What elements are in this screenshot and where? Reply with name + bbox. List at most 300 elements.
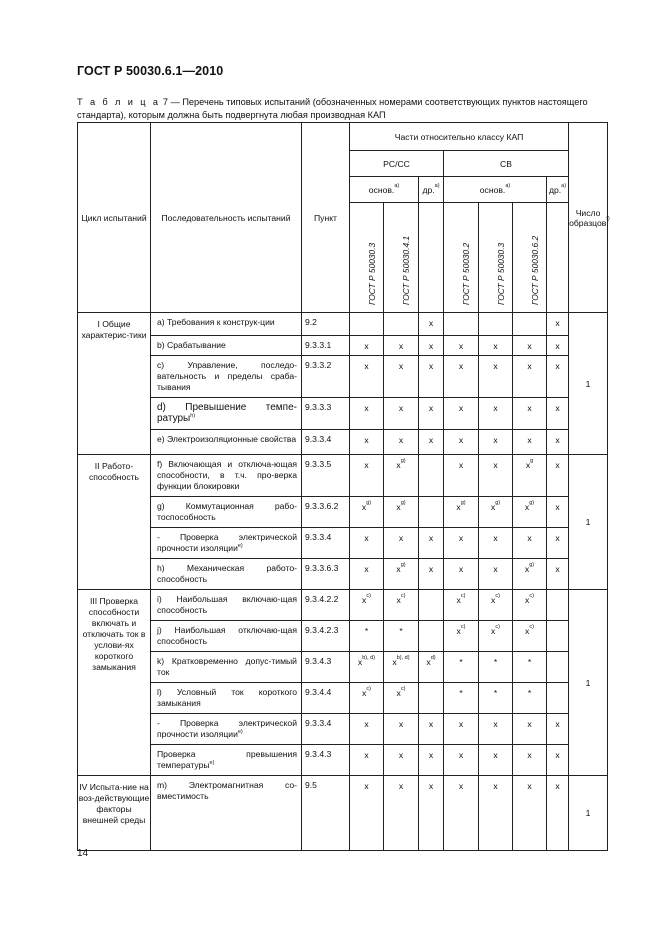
sequence-note: е) xyxy=(237,729,243,735)
mark-note: g) xyxy=(366,500,372,506)
sequence-cell xyxy=(151,455,302,497)
mark-cell xyxy=(444,683,479,714)
sequence-cell xyxy=(151,745,302,776)
point-cell: 9.3.4.3 xyxy=(302,745,350,776)
mark: x xyxy=(398,361,404,371)
mark: x xyxy=(525,626,530,636)
mark: * xyxy=(364,626,369,636)
mark: x xyxy=(364,533,369,543)
mark: x xyxy=(428,341,434,351)
mark-cell xyxy=(479,714,513,745)
mark: * xyxy=(493,657,498,667)
header-sequence: Последовательность испытаний xyxy=(151,123,302,313)
mark-cell xyxy=(384,714,419,745)
mark: x xyxy=(527,781,532,791)
table-row xyxy=(78,745,608,776)
sequence-text: l) Условный ток короткого замыкания xyxy=(157,687,297,708)
mark-note: g) xyxy=(529,562,535,568)
mark-cell xyxy=(547,714,569,745)
mark: x xyxy=(364,403,369,413)
mark: x xyxy=(426,657,431,667)
mark: * xyxy=(459,657,463,667)
mark-cell xyxy=(479,336,513,356)
mark: x xyxy=(428,719,434,729)
mark: x xyxy=(428,361,434,371)
mark-cell xyxy=(419,313,444,336)
mark-cell xyxy=(350,455,384,497)
point-cell: 9.3.4.2.3 xyxy=(302,621,350,652)
sample-count-cell: 1 xyxy=(569,776,608,851)
table-row xyxy=(78,313,608,336)
mark-cell xyxy=(547,745,569,776)
mark-cell xyxy=(547,398,569,430)
mark: x xyxy=(527,403,532,413)
mark-cell xyxy=(384,497,419,528)
mark: x xyxy=(398,719,404,729)
point-cell: 9.3.3.4 xyxy=(302,430,350,455)
mark-cell xyxy=(419,621,444,652)
mark: x xyxy=(525,595,530,605)
mark-note: c) xyxy=(495,593,500,599)
mark: x xyxy=(527,750,532,760)
mark-cell xyxy=(350,621,384,652)
mark-cell xyxy=(444,652,479,683)
mark-cell xyxy=(513,398,547,430)
mark: x xyxy=(428,781,434,791)
mark-cell xyxy=(384,430,419,455)
std-col-6 xyxy=(513,203,547,313)
mark: x xyxy=(527,435,532,445)
mark: x xyxy=(458,533,464,543)
mark-cell xyxy=(384,559,419,590)
mark: x xyxy=(396,460,401,470)
mark: x xyxy=(396,564,401,574)
mark-cell xyxy=(547,559,569,590)
mark-cell xyxy=(444,336,479,356)
sequence-cell xyxy=(151,398,302,430)
table-row xyxy=(78,455,608,497)
mark-cell xyxy=(547,356,569,398)
mark-note: g) xyxy=(400,458,406,464)
mark-note: c) xyxy=(400,593,406,599)
mark-cell xyxy=(384,398,419,430)
mark: x xyxy=(555,435,560,445)
mark-cell xyxy=(419,776,444,851)
mark-cell xyxy=(547,683,569,714)
mark-cell xyxy=(479,455,513,497)
point-cell: 9.3.3.6.3 xyxy=(302,559,350,590)
mark-cell xyxy=(547,313,569,336)
sequence-text: m) Электромагнитная со-вместимость xyxy=(157,780,297,801)
mark-cell xyxy=(479,683,513,714)
std-col-2-label: ГОСТ Р 50030.4.1 xyxy=(401,235,411,305)
mark: * xyxy=(527,688,532,698)
mark-note: g) xyxy=(529,500,535,506)
sequence-cell xyxy=(151,497,302,528)
mark: x xyxy=(398,533,404,543)
mark-cell xyxy=(419,497,444,528)
mark-cell xyxy=(513,313,547,336)
mark-cell xyxy=(444,559,479,590)
mark: x xyxy=(458,435,464,445)
mark-cell xyxy=(350,652,384,683)
mark-cell xyxy=(419,590,444,621)
mark-cell xyxy=(444,714,479,745)
mark-cell xyxy=(350,714,384,745)
std-col-5 xyxy=(479,203,513,313)
mark-cell xyxy=(444,745,479,776)
mark-note: c) xyxy=(495,624,500,630)
mark-cell xyxy=(513,683,547,714)
sequence-text: е) Электроизоляционные свойства xyxy=(157,434,297,444)
mark: x xyxy=(357,657,363,667)
mark-cell xyxy=(384,652,419,683)
table-row xyxy=(78,714,608,745)
mark: x xyxy=(364,341,369,351)
mark: x xyxy=(398,750,404,760)
document-title: ГОСТ Р 50030.6.1—2010 xyxy=(77,64,224,78)
mark-cell xyxy=(444,430,479,455)
sequence-cell xyxy=(151,652,302,683)
cycle-cell: IV Испыта-ние на воз-действующие факторы внешней среды xyxy=(78,776,151,851)
mark-cell xyxy=(479,776,513,851)
mark: x xyxy=(458,341,464,351)
mark: x xyxy=(458,460,464,470)
mark-cell xyxy=(350,336,384,356)
mark: x xyxy=(364,781,369,791)
mark-cell xyxy=(419,398,444,430)
sequence-text: k) Кратковременно допус-тимый ток xyxy=(157,656,297,677)
cycle-cell: III Проверка способности включать и отключать ток в услови-ях короткого замыкания xyxy=(78,590,151,776)
mark: x xyxy=(527,341,532,351)
mark: x xyxy=(493,361,498,371)
mark-note: g) xyxy=(400,500,406,506)
header-point: Пункт xyxy=(302,123,350,313)
point-cell: 9.3.3.4 xyxy=(302,714,350,745)
point-cell: 9.3.3.3 xyxy=(302,398,350,430)
mark: x xyxy=(527,361,532,371)
std-col-2 xyxy=(384,203,419,313)
mark: x xyxy=(456,502,461,512)
mark: x xyxy=(524,502,530,512)
sequence-cell xyxy=(151,590,302,621)
mark-cell xyxy=(513,455,547,497)
mark-cell xyxy=(444,528,479,559)
mark-cell xyxy=(350,776,384,851)
mark: x xyxy=(493,460,498,470)
mark: x xyxy=(493,341,498,351)
mark: x xyxy=(555,502,560,512)
header-osnov-1-sup: а) xyxy=(394,182,400,189)
mark-cell xyxy=(350,528,384,559)
mark-cell xyxy=(547,652,569,683)
point-cell: 9.3.3.4 xyxy=(302,528,350,559)
mark-cell xyxy=(513,776,547,851)
caption-prefix: Т а б л и ц а xyxy=(77,97,161,107)
mark-cell xyxy=(350,356,384,398)
mark: x xyxy=(428,435,434,445)
sample-count-cell: 1 xyxy=(569,313,608,455)
table-row xyxy=(78,652,608,683)
mark: x xyxy=(525,460,531,470)
mark-cell xyxy=(547,455,569,497)
mark: x xyxy=(490,502,496,512)
mark: x xyxy=(524,564,530,574)
mark-cell xyxy=(547,336,569,356)
header-count xyxy=(569,123,608,313)
sequence-text: i) Наибольшая включаю-щая способность xyxy=(157,594,297,615)
mark: x xyxy=(398,403,404,413)
table-row xyxy=(78,356,608,398)
mark-cell xyxy=(547,590,569,621)
mark: x xyxy=(493,564,498,574)
mark-cell xyxy=(547,776,569,851)
mark: x xyxy=(456,626,461,636)
mark-cell xyxy=(547,528,569,559)
mark: x xyxy=(555,750,560,760)
mark: x xyxy=(392,657,397,667)
mark-note: c) xyxy=(460,624,466,630)
mark-cell xyxy=(350,430,384,455)
mark-cell xyxy=(384,528,419,559)
table-row xyxy=(78,559,608,590)
mark-cell xyxy=(419,745,444,776)
mark-cell xyxy=(513,590,547,621)
mark-cell xyxy=(350,497,384,528)
sequence-note: е) xyxy=(209,760,215,766)
mark: x xyxy=(555,460,560,470)
mark-cell xyxy=(419,528,444,559)
mark-cell xyxy=(479,398,513,430)
sequence-cell xyxy=(151,714,302,745)
point-cell: 9.5 xyxy=(302,776,350,851)
point-cell: 9.3.3.5 xyxy=(302,455,350,497)
page-number: 14 xyxy=(77,848,89,859)
mark-cell xyxy=(384,455,419,497)
mark: x xyxy=(527,719,532,729)
mark-cell xyxy=(419,652,444,683)
mark-cell xyxy=(419,336,444,356)
mark-note: g) xyxy=(460,500,466,506)
header-dr-2-sup: а) xyxy=(561,182,567,189)
table-row xyxy=(78,497,608,528)
mark: x xyxy=(456,595,461,605)
mark-cell xyxy=(419,356,444,398)
std-col-5-label: ГОСТ Р 50030.3 xyxy=(495,242,506,305)
mark: x xyxy=(491,626,496,636)
mark: x xyxy=(396,502,401,512)
mark: x xyxy=(364,564,369,574)
mark-cell xyxy=(384,336,419,356)
sequence-note: h) xyxy=(190,413,196,419)
table-row xyxy=(78,776,608,851)
mark: x xyxy=(555,564,560,574)
mark-cell xyxy=(479,430,513,455)
mark-cell xyxy=(513,559,547,590)
mark: * xyxy=(459,688,463,698)
mark: x xyxy=(555,781,560,791)
mark: x xyxy=(364,361,369,371)
mark-cell xyxy=(479,559,513,590)
mark: x xyxy=(493,781,498,791)
header-pc-cc: PC/CC xyxy=(350,151,444,177)
sequence-cell xyxy=(151,559,302,590)
table-row xyxy=(78,398,608,430)
mark-cell xyxy=(419,714,444,745)
point-cell: 9.3.4.3 xyxy=(302,652,350,683)
mark-cell xyxy=(479,497,513,528)
sequence-text: f) Включающая и отключа-ющая способности, в т.ч. про-верка функции блокировки xyxy=(157,459,297,491)
mark-cell xyxy=(419,683,444,714)
mark-cell xyxy=(513,714,547,745)
cycle-cell: II Работо-способность xyxy=(78,455,151,590)
sequence-cell xyxy=(151,356,302,398)
mark-note: c) xyxy=(400,686,406,692)
header-dr-2 xyxy=(547,177,569,203)
mark-cell xyxy=(350,559,384,590)
sequence-text: Проверка превышения температуры xyxy=(157,749,297,770)
mark: * xyxy=(493,688,498,698)
sequence-text: с) Управление, последо-вательность и пределы сраба-тывания xyxy=(157,360,297,392)
sequence-cell xyxy=(151,683,302,714)
sequence-cell xyxy=(151,336,302,356)
mark: x xyxy=(364,750,369,760)
mark: x xyxy=(428,533,434,543)
mark-cell xyxy=(513,430,547,455)
mark-cell xyxy=(384,313,419,336)
sequence-text: - Проверка электрической прочности изоляции xyxy=(157,532,297,553)
mark-cell xyxy=(384,356,419,398)
table-body xyxy=(78,313,608,851)
std-col-6-label: ГОСТ Р 50030.6.2 xyxy=(529,235,540,305)
mark: x xyxy=(555,533,560,543)
mark-note: g) xyxy=(495,500,501,506)
cycle-cell: I Общие характерис-тики xyxy=(78,313,151,455)
table-row xyxy=(78,430,608,455)
mark-note: g xyxy=(530,458,534,464)
sample-count-cell: 1 xyxy=(569,590,608,776)
header-dr-1-text: др. xyxy=(422,184,435,195)
point-cell: 9.3.3.1 xyxy=(302,336,350,356)
mark-cell xyxy=(384,745,419,776)
sequence-cell xyxy=(151,776,302,851)
mark-cell xyxy=(479,652,513,683)
mark-note: d) xyxy=(430,655,436,661)
std-col-3 xyxy=(419,203,444,313)
mark-cell xyxy=(384,683,419,714)
mark-cell xyxy=(479,745,513,776)
sequence-note: е) xyxy=(237,543,243,549)
table-caption xyxy=(77,96,607,121)
mark: x xyxy=(458,564,464,574)
mark-cell xyxy=(513,652,547,683)
mark-cell xyxy=(513,336,547,356)
mark-cell xyxy=(444,497,479,528)
mark-cell xyxy=(513,356,547,398)
mark: x xyxy=(493,719,498,729)
std-col-1-label: ГОСТ Р 50030.3 xyxy=(366,242,377,305)
sequence-text: d) Превышение темпе-ратуры xyxy=(157,402,297,424)
point-cell: 9.3.4.4 xyxy=(302,683,350,714)
mark: x xyxy=(428,318,434,328)
mark-cell xyxy=(350,590,384,621)
mark: x xyxy=(491,595,496,605)
sequence-text: j) Наибольшая отключаю-щая способность xyxy=(157,625,297,646)
mark: x xyxy=(428,750,434,760)
sequence-text: - Проверка электрической прочности изоляции xyxy=(157,718,297,739)
mark: x xyxy=(458,719,464,729)
mark: * xyxy=(399,626,403,636)
sequence-text: g) Коммутационная рабо-тоспособность xyxy=(157,501,297,522)
mark: x xyxy=(398,341,404,351)
sequence-cell xyxy=(151,430,302,455)
std-col-1 xyxy=(350,203,384,313)
header-cb: CB xyxy=(444,151,569,177)
mark: x xyxy=(493,435,498,445)
mark: x xyxy=(364,460,369,470)
mark-cell xyxy=(547,430,569,455)
mark: x xyxy=(396,595,401,605)
header-osnov-2-sup: а) xyxy=(505,182,511,189)
mark-cell xyxy=(479,528,513,559)
mark-cell xyxy=(444,455,479,497)
mark-cell xyxy=(444,621,479,652)
mark-cell xyxy=(513,621,547,652)
mark-cell xyxy=(350,745,384,776)
mark: x xyxy=(396,688,401,698)
mark-cell xyxy=(479,313,513,336)
mark: x xyxy=(458,403,464,413)
mark-cell xyxy=(444,356,479,398)
sequence-cell xyxy=(151,528,302,559)
std-col-7 xyxy=(547,203,569,313)
mark: x xyxy=(555,719,560,729)
mark: x xyxy=(362,688,367,698)
mark-cell xyxy=(444,590,479,621)
mark-cell xyxy=(513,745,547,776)
mark: x xyxy=(364,435,369,445)
mark-cell xyxy=(479,590,513,621)
sequence-text: h) Механическая работо-способность xyxy=(157,563,297,584)
sample-count-cell: 1 xyxy=(569,455,608,590)
mark: x xyxy=(398,781,404,791)
std-col-4-label: ГОСТ Р 50030.2 xyxy=(461,242,471,305)
mark: x xyxy=(493,533,498,543)
point-cell: 9.2 xyxy=(302,313,350,336)
mark-note: c) xyxy=(460,593,466,599)
header-dr-1 xyxy=(419,177,444,203)
mark-cell xyxy=(513,528,547,559)
header-cycle: Цикл испытаний xyxy=(78,123,151,313)
point-cell: 9.3.3.2 xyxy=(302,356,350,398)
sequence-cell xyxy=(151,621,302,652)
mark-cell xyxy=(444,313,479,336)
table-row xyxy=(78,621,608,652)
table-row xyxy=(78,336,608,356)
caption-text: 7 — Перечень типовых испытаний (обозначенных номерами соответствующих пунктов настоящего стандарта), которым должна быть подвергнута любая производная КАП xyxy=(77,97,588,120)
header-osnov-2 xyxy=(444,177,547,203)
mark-cell xyxy=(444,398,479,430)
point-cell: 9.3.4.2.2 xyxy=(302,590,350,621)
mark-cell xyxy=(479,621,513,652)
mark: x xyxy=(493,750,498,760)
mark-cell xyxy=(479,356,513,398)
mark-cell xyxy=(384,776,419,851)
mark-cell xyxy=(384,590,419,621)
header-dr-2-text: др. xyxy=(548,184,562,195)
sequence-text: а) Требования к конструк-ции xyxy=(157,317,275,327)
sequence-cell xyxy=(151,313,302,336)
